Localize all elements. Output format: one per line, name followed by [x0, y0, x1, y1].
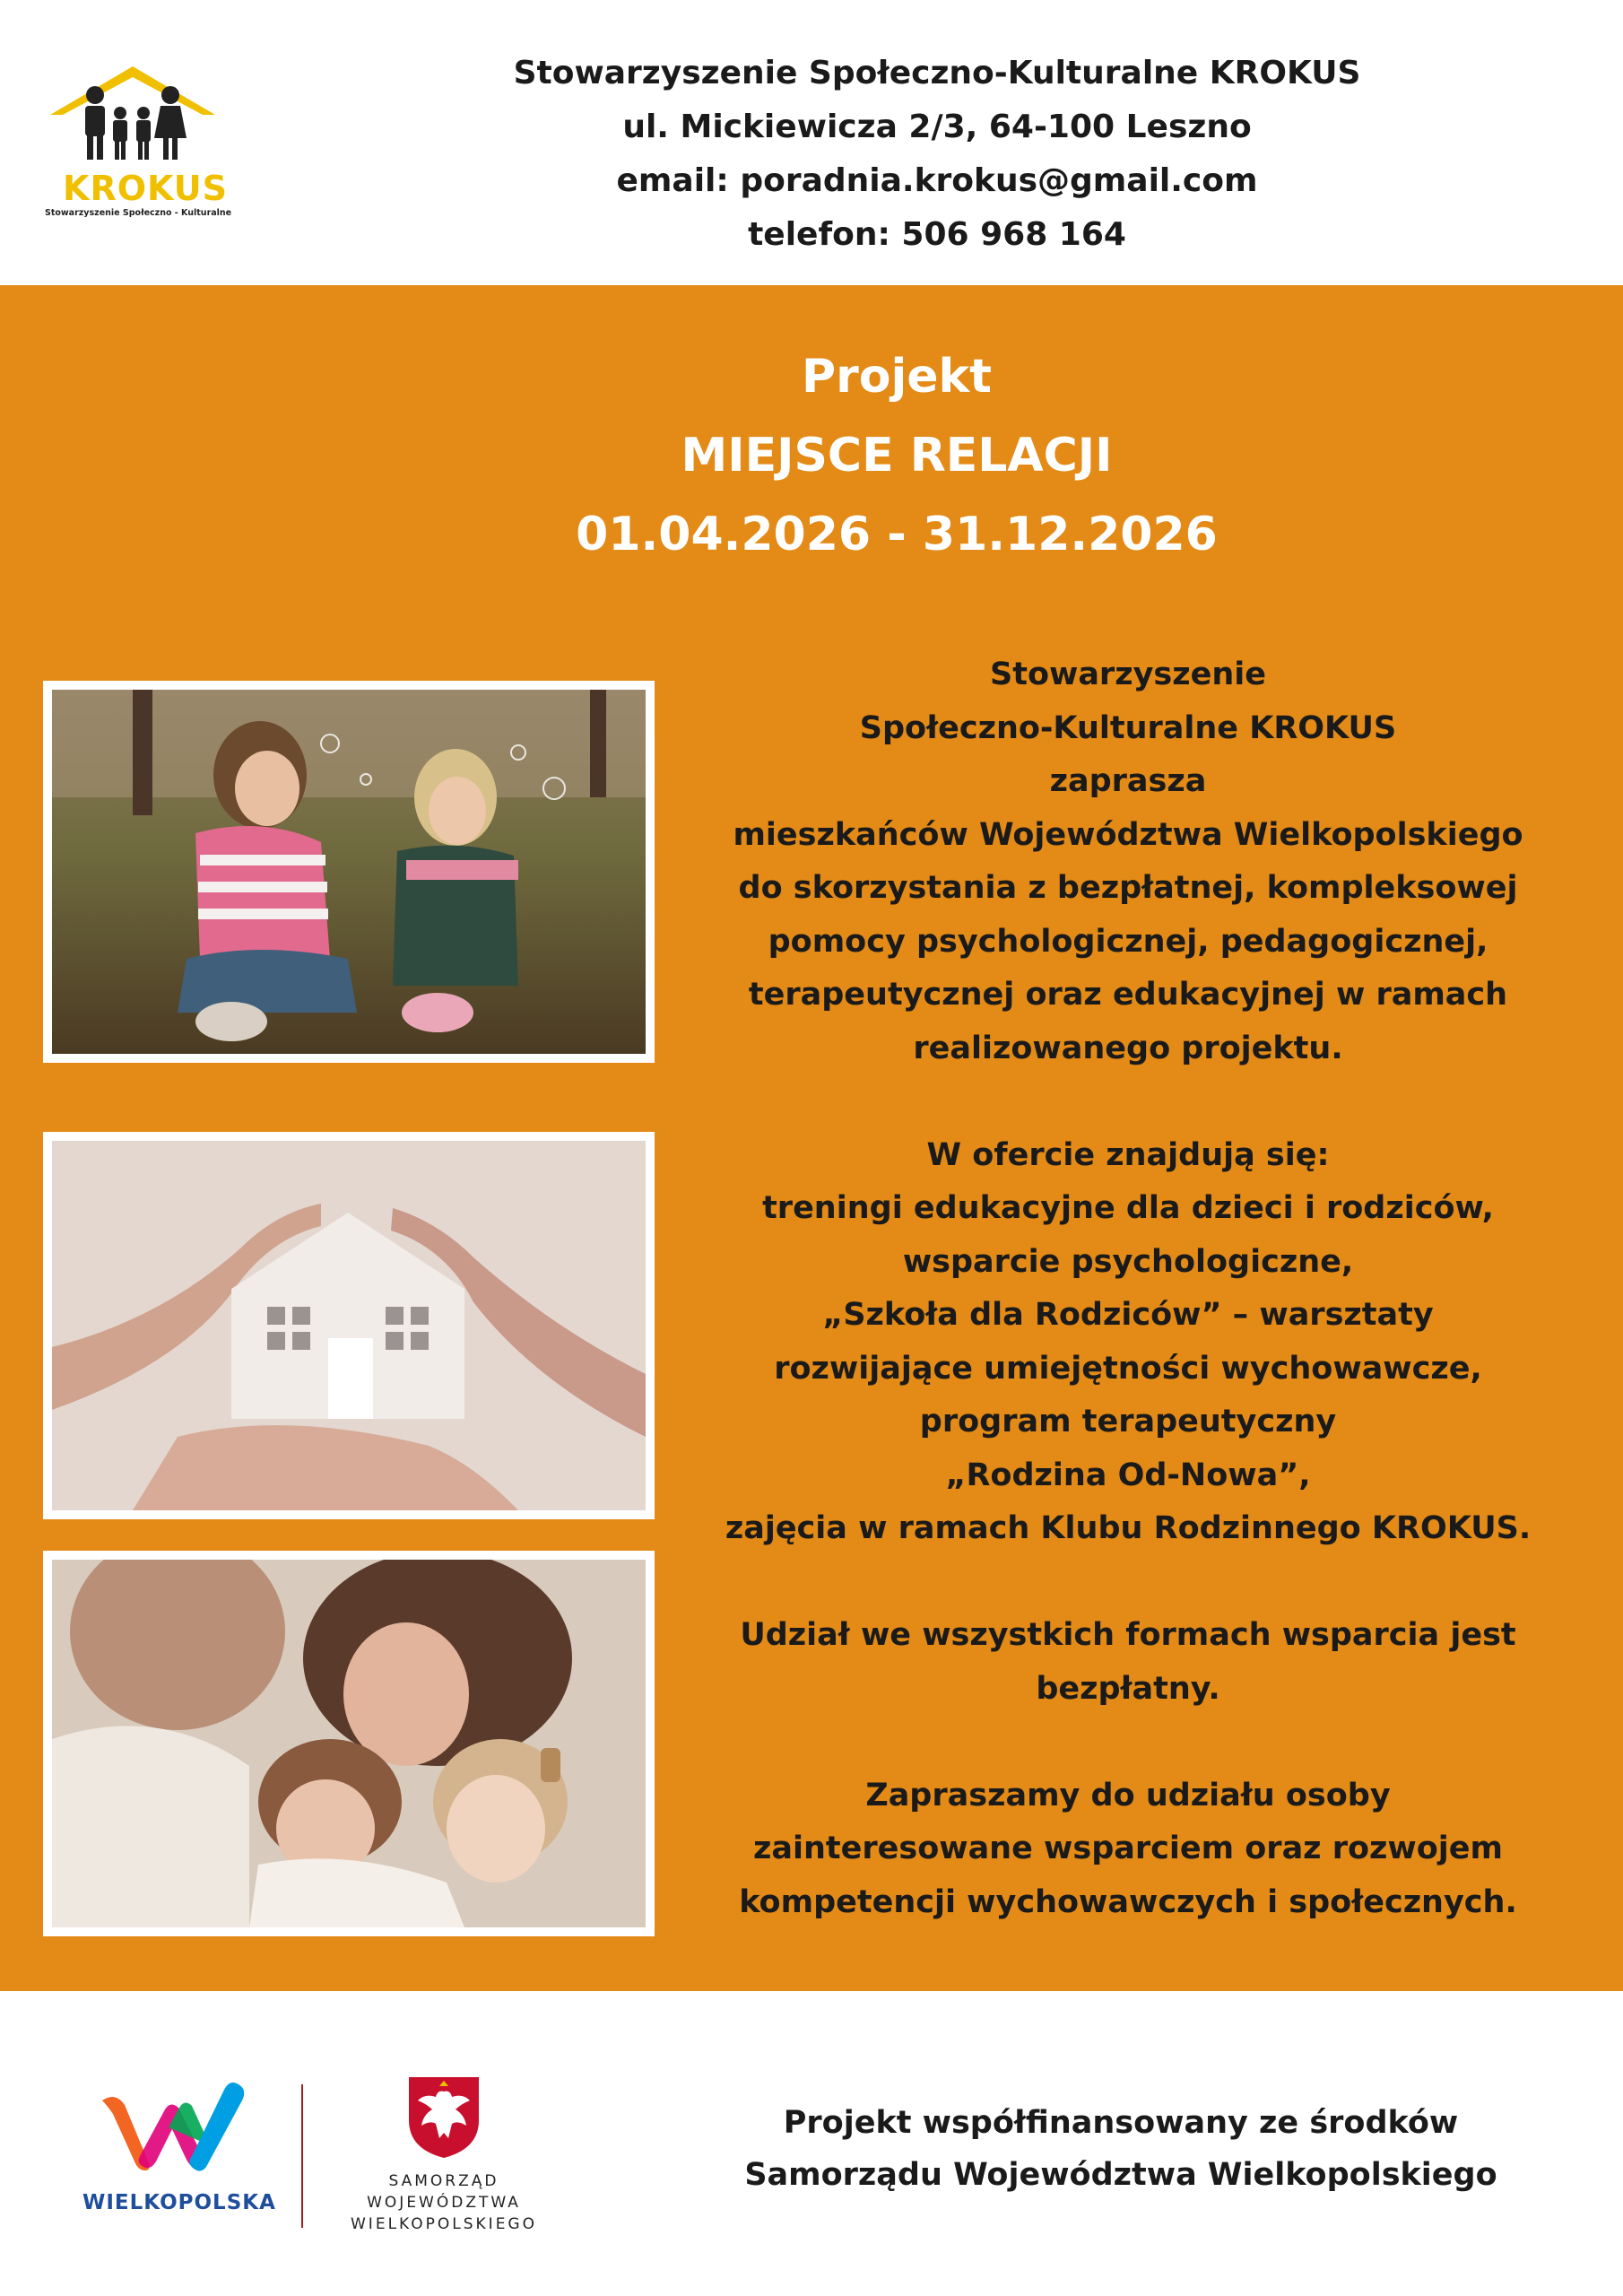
offer-line: program terapeutyczny — [919, 1404, 1337, 1439]
samorzad-line: WIELKOPOLSKIEGO — [351, 2215, 537, 2233]
wielkopolska-label: WIELKOPOLSKA — [82, 2191, 276, 2214]
offer-line: zajęcia w ramach Klubu Rodzinnego KROKUS. — [725, 1510, 1532, 1546]
offer-line: W ofercie znajdują się: — [926, 1136, 1330, 1173]
intro-line: mieszkańców Województwa Wielkopolskiego — [733, 816, 1523, 853]
org-name: Stowarzyszenie Społeczno-Kulturalne KROKUS — [513, 55, 1361, 91]
org-email: email: poradnia.krokus@gmail.com — [616, 162, 1258, 199]
paragraph-gap — [671, 1075, 1585, 1129]
photo-family — [43, 1551, 655, 1936]
title-line-name: MIEJSCE RELACJI — [681, 429, 1113, 483]
intro-line: pomocy psychologicznej, pedagogicznej, — [768, 923, 1488, 960]
funding-line: Samorządu Województwa Wielkopolskiego — [744, 2157, 1497, 2193]
offer-line: „Szkoła dla Rodziców” – warsztaty — [822, 1297, 1434, 1333]
intro-line: zaprasza — [1049, 763, 1207, 799]
eagle-crest-icon — [405, 2074, 482, 2160]
wielkopolska-logo-icon — [93, 2074, 255, 2172]
paragraph-gap — [671, 1716, 1585, 1770]
invitation-text — [671, 648, 1585, 1929]
family-logo-icon — [43, 63, 222, 170]
intro-line: do skorzystania z bezpłatnej, kompleksowej — [738, 870, 1518, 906]
invite-line: kompetencji wychowawczych i społecznych. — [739, 1883, 1517, 1920]
offer-line: treningi edukacyjne dla dzieci i rodziców, — [762, 1190, 1494, 1226]
title-line-dates: 01.04.2026 - 31.12.2026 — [576, 508, 1218, 561]
free-line: bezpłatny. — [1036, 1670, 1220, 1707]
intro-line: Stowarzyszenie — [990, 657, 1266, 692]
project-title — [359, 337, 1435, 574]
org-phone: telefon: 506 968 164 — [748, 216, 1126, 253]
funding-note — [664, 2097, 1578, 2201]
photo-girls-bubbles — [43, 681, 655, 1063]
free-line: Udział we wszystkich formach wsparcia jest — [740, 1617, 1516, 1653]
invite-line: zainteresowane wsparciem oraz rozwojem — [752, 1831, 1504, 1866]
offer-line: „Rodzina Od-Nowa”, — [945, 1457, 1311, 1493]
intro-line: Społeczno-Kulturalne KROKUS — [859, 709, 1397, 746]
samorzad-line: WOJEWÓDZTWA — [367, 2194, 521, 2212]
logo-subtitle: Stowarzyszenie Społeczno - Kulturalne — [45, 208, 232, 218]
footer-divider — [301, 2084, 303, 2228]
photo-hands-house — [43, 1132, 655, 1519]
main-panel — [0, 285, 1623, 1991]
krokus-logo — [43, 63, 232, 221]
invite-line: Zapraszamy do udziału osoby — [865, 1777, 1391, 1813]
logo-wordmark: KROKUS — [63, 169, 229, 208]
offer-line: rozwijające umiejętności wychowawcze, — [774, 1350, 1482, 1387]
footer — [0, 1991, 1623, 2296]
header — [0, 0, 1623, 285]
funding-line: Projekt współfinansowany ze środków — [783, 2105, 1459, 2141]
offer-line: wsparcie psychologiczne, — [902, 1243, 1354, 1280]
intro-line: terapeutycznej oraz edukacyjnej w ramach — [748, 977, 1508, 1013]
contact-block — [395, 47, 1480, 262]
samorzad-label — [323, 2170, 565, 2235]
org-address: ul. Mickiewicza 2/3, 64-100 Leszno — [622, 109, 1252, 145]
paragraph-gap — [671, 1556, 1585, 1610]
intro-line: realizowanego projektu. — [913, 1030, 1343, 1066]
title-line-project: Projekt — [801, 350, 992, 404]
samorzad-line: SAMORZĄD — [388, 2172, 499, 2190]
